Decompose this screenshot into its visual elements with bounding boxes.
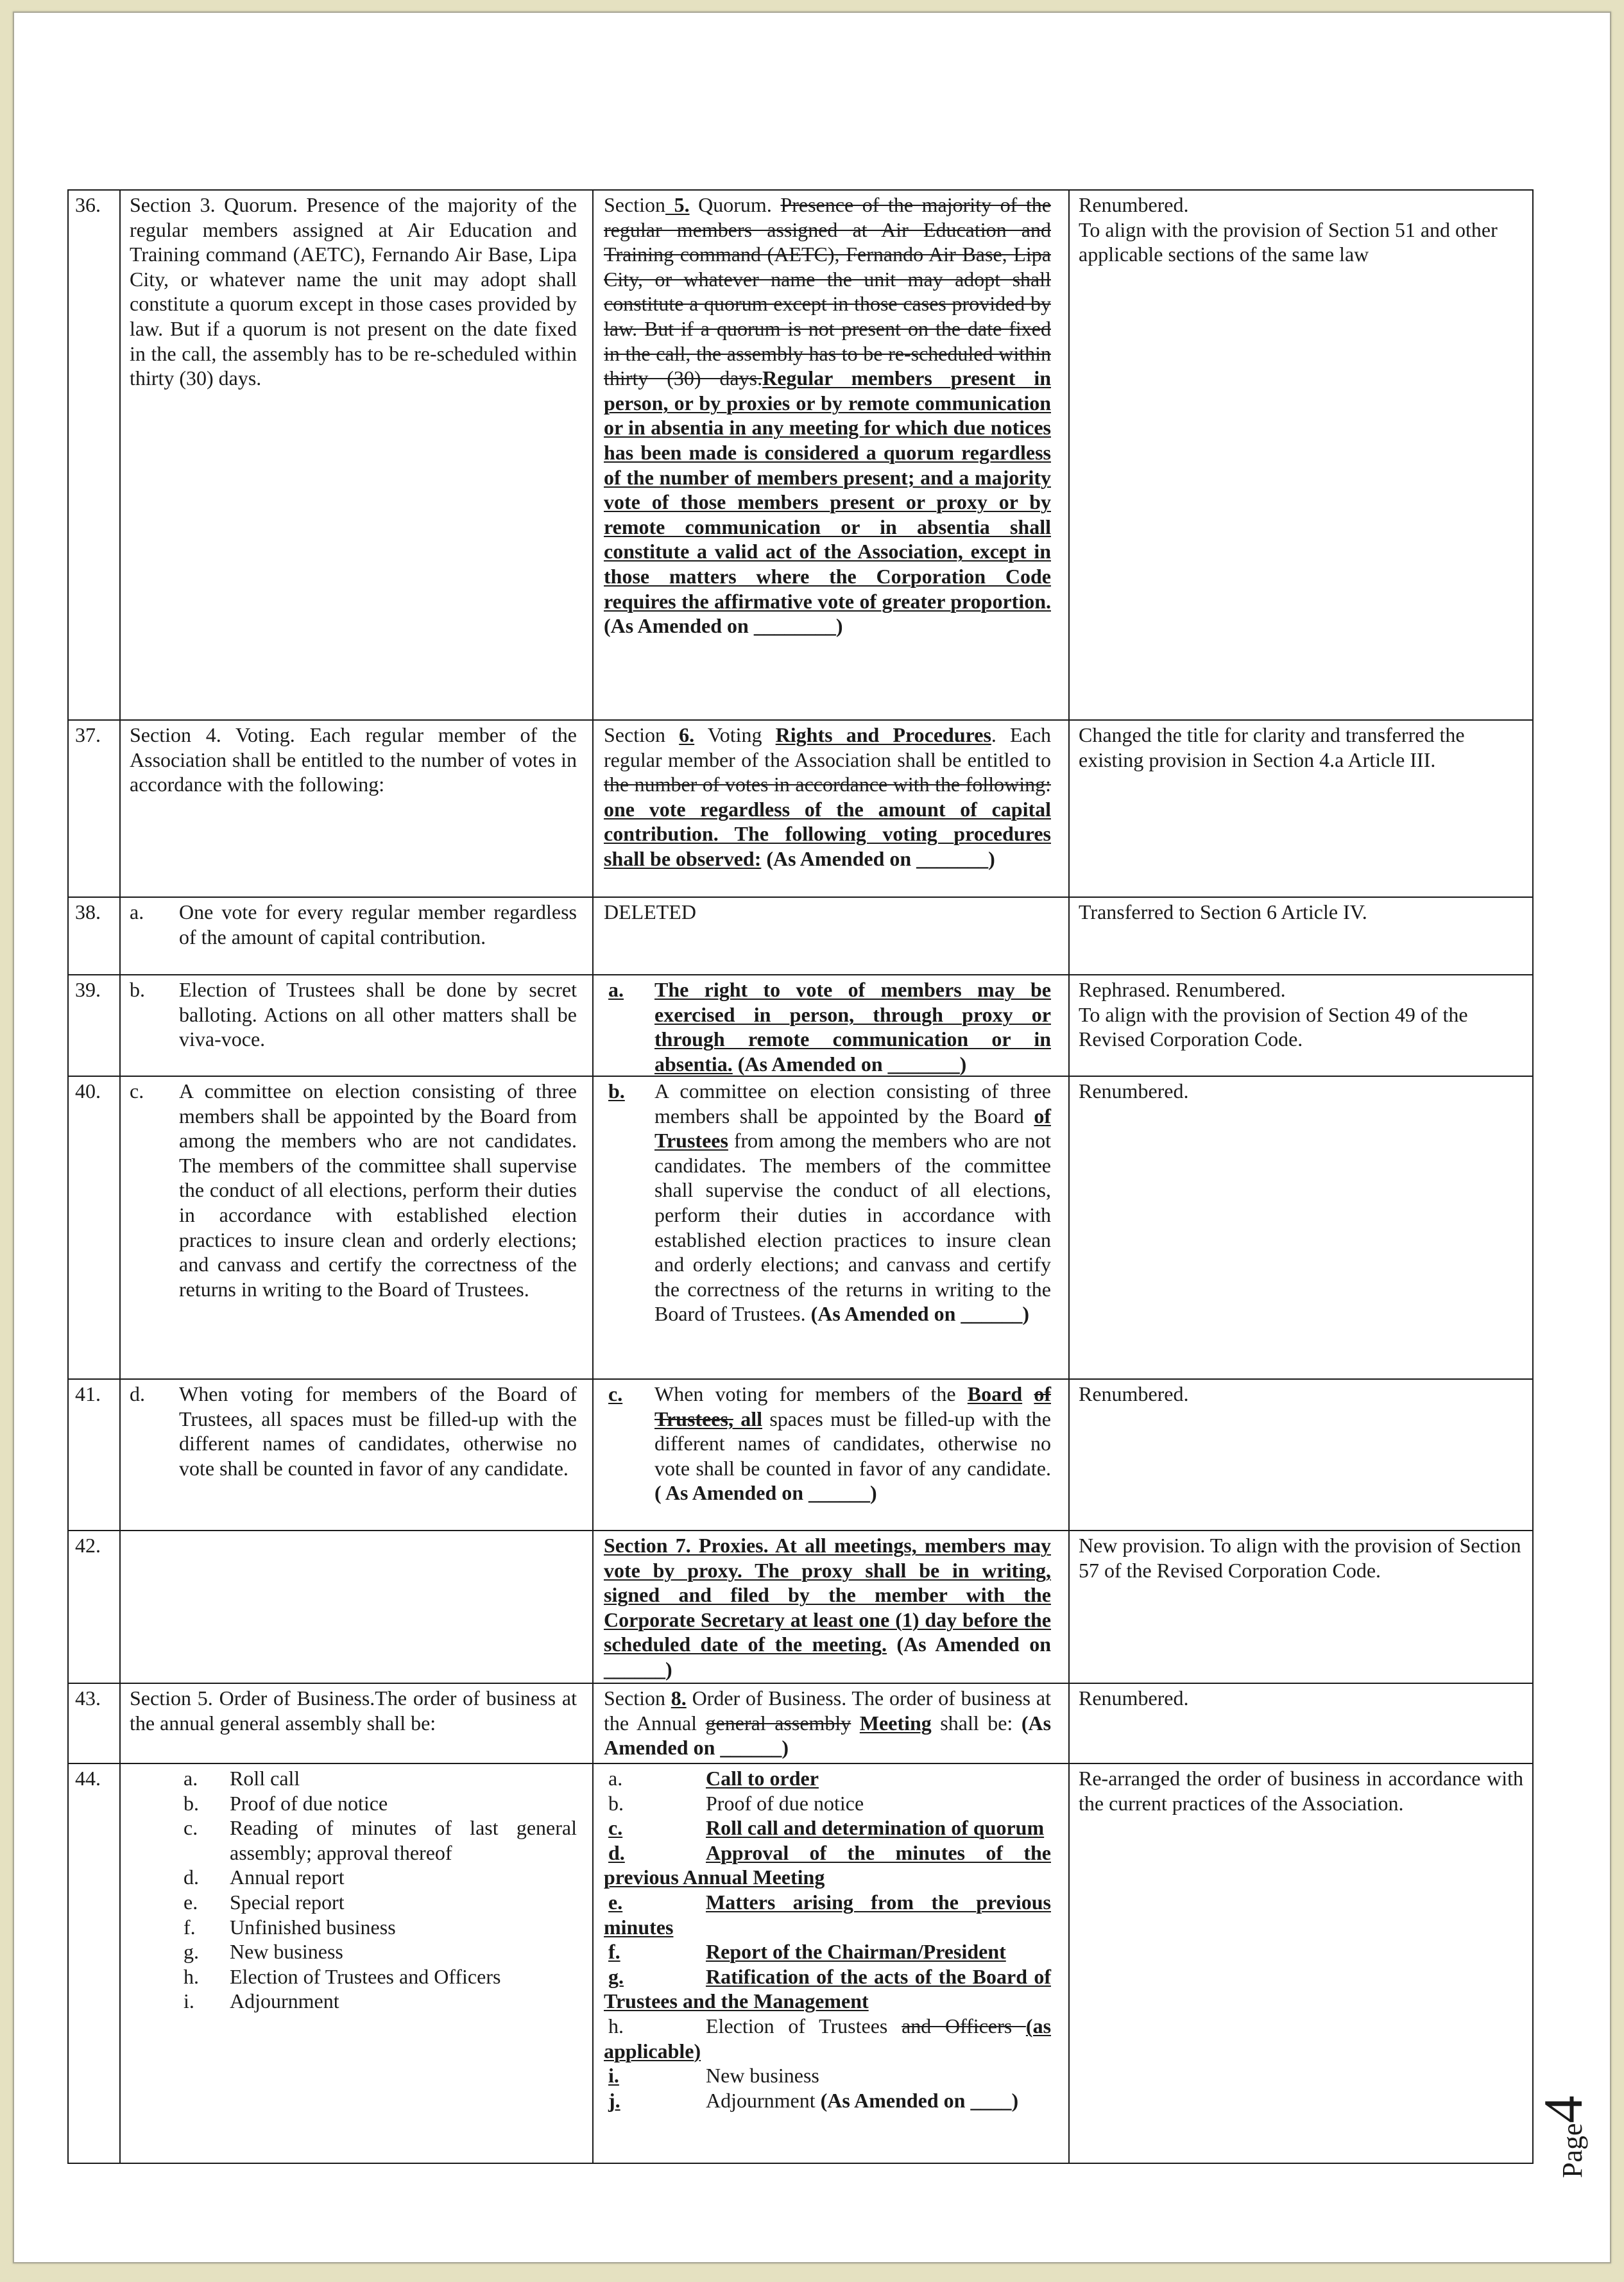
text-run: A committee on election consisting of three members shall be appointed by the Board from among the members who are not candidates. The members of the committee shall supervise the conduct of all elections, perform their duties in accordance with established election practices to insure clean and orderly elections; and canvass and certify the correctness of the returns in writing to the Board of Trustees. (179, 1079, 577, 1301)
text-body (179, 978, 577, 1051)
paragraph (1079, 218, 1523, 267)
bold-text: ) (782, 1736, 789, 1760)
inserted-text: Regular members present in person, or by proxies or by remote communication or in absentia in any meeting for which due notices has been made is considered a quorum regardless of the number of members present; and a majority vote of those members present or proxy or by remote communication or in absentia shall constitute a valid act of the Association, except in those matters where the Corporation Code requires the affirmative vote of greater proportion. (604, 366, 1052, 613)
bold-text: (As Amended on (761, 846, 917, 870)
list-item-label: b. (184, 1791, 199, 1815)
list-item-label: b. (130, 978, 145, 1001)
original-provision-cell (121, 975, 594, 1077)
list-item-label: c. (608, 1382, 623, 1405)
text-run: Quorum. (689, 193, 781, 216)
amended-provision-cell (594, 898, 1070, 975)
text-run: Annual report (230, 1866, 345, 1889)
row-number-cell (69, 1684, 121, 1764)
text-body (604, 900, 696, 923)
list-item (130, 1964, 577, 1989)
text-run: New business (706, 2064, 819, 2088)
bold-text: (As Amended on (820, 2088, 971, 2112)
text-run: Voting (694, 723, 776, 746)
remarks-cell (1070, 898, 1534, 975)
paragraph (1079, 977, 1523, 1002)
list-item (130, 1382, 577, 1480)
amended-provision-cell (594, 1684, 1070, 1764)
row-number: 42. (75, 1534, 101, 1557)
inserted-text: Ratification of the acts of the Board of Trustees and the Management (604, 1964, 1051, 2013)
text-body (706, 2064, 819, 2087)
text-body (1079, 193, 1189, 216)
list-item-label: d. (130, 1382, 145, 1405)
paragraph (1079, 723, 1523, 772)
text-run: To align with the provision of Section 49 of the Revised Corporation Code. (1079, 1002, 1468, 1051)
text-run: New provision. To align with the provision of Section 57 of the Revised Corporation Code. (1079, 1534, 1521, 1582)
paragraph (1079, 900, 1523, 925)
list-item-label: a. (184, 1767, 198, 1790)
list-item (130, 1865, 577, 1890)
amended-provision-cell (594, 1380, 1070, 1531)
list-item-label: a. (130, 900, 144, 923)
text-run: New business (230, 1940, 343, 1964)
text-body (1079, 1079, 1189, 1102)
list-item-label: f. (184, 1915, 196, 1939)
text-run: Section (604, 193, 665, 216)
text-run: Reading of minutes of last general assembly; approval thereof (230, 1816, 577, 1864)
list-item (604, 2014, 1051, 2063)
page-number-label: Page (1557, 2123, 1588, 2178)
inserted-text: 6. (679, 723, 695, 746)
text-body (230, 1891, 345, 1914)
inserted-text: 5. (665, 193, 690, 216)
remarks-cell (1070, 1531, 1534, 1684)
text-body (230, 1916, 396, 1939)
row-number-cell (69, 1077, 121, 1380)
remarks-cell (1070, 191, 1534, 721)
amended-provision-cell (594, 1531, 1070, 1684)
text-body (230, 1866, 345, 1889)
paragraph (604, 900, 1051, 925)
text-run: Section 3. Quorum. Presence of the majority of the regular members assigned at Air Education and Training command (AETC), Fernando Air Base, Lipa City, or whatever name the unit may adopt shall constitute a quorum except in those cases provided by law. But if a quorum is not present on the date fixed in the call, the assembly has to be re-scheduled within thirty (30) days. (130, 193, 577, 390)
list-item (604, 2063, 1051, 2088)
list-item-label: h. (184, 1964, 199, 1988)
amendment-date-blank: ________ (753, 614, 836, 638)
text-run: Election of Trustees shall be done by secret balloting. Actions on all other matters shall be viva-voce. (179, 978, 577, 1051)
text-body (654, 978, 1051, 1076)
text-body (706, 2089, 1018, 2112)
original-provision-cell (121, 1684, 594, 1764)
row-number-cell (69, 1380, 121, 1531)
text-body (654, 1079, 1051, 1325)
text-run (851, 1712, 860, 1735)
amended-provision-cell (594, 191, 1070, 721)
inserted-text: 8. (671, 1686, 687, 1710)
text-body (604, 193, 1051, 637)
paragraph (1079, 1079, 1523, 1104)
text-body (179, 900, 577, 948)
inserted-deleted-text: Trustees, (654, 1407, 733, 1430)
row-number-cell (69, 975, 121, 1077)
list-item (604, 1939, 1051, 1964)
text-body (1079, 1686, 1189, 1710)
text-body (130, 1686, 577, 1735)
text-body (604, 723, 1051, 870)
list-item-label: a. (608, 978, 624, 1001)
text-run: A committee on election consisting of three members shall be appointed by the Board (654, 1079, 1051, 1128)
original-provision-cell (121, 1764, 594, 2164)
list-item (130, 1766, 577, 1791)
list-item-label: g. (608, 1964, 624, 1988)
original-provision-cell (121, 898, 594, 975)
remarks-cell (1070, 1077, 1534, 1380)
text-run: Section 4. Voting. Each regular member of the Association shall be entitled to the number of votes in accordance with the following: (130, 723, 577, 796)
amendment-date-blank: ____ (970, 2088, 1012, 2112)
list-item (604, 1964, 1051, 2014)
list-item (130, 900, 577, 949)
list-item-label: e. (184, 1890, 198, 1914)
text-run: Section 5. Order of Business.The order of business at the annual general assembly shall be: (130, 1686, 577, 1735)
text-body (1079, 1382, 1189, 1405)
list-item (604, 1791, 1051, 1816)
text-body (706, 1816, 1044, 1839)
bold-text: ) (959, 1052, 967, 1076)
bold-text: ) (870, 1481, 877, 1505)
text-run: When voting for members of the Board of Trustees, all spaces must be filled-up with the different names of candidates, otherwise no vote shall be counted in favor of any candidate. (179, 1382, 577, 1480)
text-body (654, 1382, 1051, 1504)
text-run: Election of Trustees (706, 2014, 902, 2038)
inserted-text: one vote regardless of the amount of capital contribution. The following voting procedures shall be observed: (604, 797, 1051, 870)
text-body (706, 1792, 864, 1815)
list-item (604, 1815, 1051, 1840)
inserted-text: Roll call and determination of quorum (706, 1816, 1045, 1840)
remarks-cell (1070, 1684, 1534, 1764)
text-body (604, 1534, 1051, 1681)
row-number: 38. (75, 900, 101, 923)
text-run: Order of Business. The order of business at the Annual (604, 1686, 1052, 1735)
amendment-date-blank: _______ (887, 1052, 960, 1076)
paragraph (604, 1533, 1051, 1682)
list-item-label: b. (608, 1791, 624, 1815)
paragraph (130, 193, 577, 391)
original-provision-cell (121, 1077, 594, 1380)
paragraph (604, 723, 1051, 871)
remarks-cell (1070, 975, 1534, 1077)
text-run: Renumbered. (1079, 1686, 1189, 1710)
list-item-label: c. (184, 1816, 198, 1840)
list-item (130, 1890, 577, 1915)
text-run: Adjournment (706, 2088, 821, 2112)
list-item (604, 1890, 1051, 1939)
text-run: spaces must be filled-up with the different names of candidates, otherwise no vote shall be counted in favor of any candidate. (654, 1407, 1052, 1480)
amended-provision-cell (594, 975, 1070, 1077)
deleted-text: and Officers (902, 2014, 1026, 2038)
list-item-label: d. (608, 1840, 625, 1864)
text-run: from among the members who are not candidates. The members of the committee shall supervise the conduct of all elections, perform their duties in accordance with established election practices to insure clean and orderly elections; and canvass and certify the correctness of the returns in writing to the Board of Trustees. (654, 1129, 1051, 1326)
remarks-cell (1070, 721, 1534, 898)
list-item-label: i. (184, 1989, 194, 2013)
text-body (179, 1382, 577, 1480)
inserted-text: Approval of the minutes of the previous Annual Meeting (604, 1840, 1051, 1889)
text-run: To align with the provision of Section 51 and other applicable sections of the same law (1079, 218, 1498, 266)
bold-text: ) (988, 846, 995, 870)
list-item-label: j. (608, 2088, 620, 2112)
bold-text: (As Amended on (805, 1302, 961, 1326)
inserted-text: Matters arising from the previous minutes (604, 1890, 1051, 1939)
bold-text: ( As Amended on (654, 1481, 809, 1505)
text-body (230, 1816, 577, 1864)
paragraph (130, 723, 577, 797)
bold-text: ) (835, 614, 843, 638)
page-number-value: 4 (1532, 2095, 1594, 2123)
inserted-text: Rights and Procedures (775, 723, 991, 746)
text-run: One vote for every regular member regardless of the amount of capital contribution. (179, 900, 577, 948)
row-number: 40. (75, 1079, 101, 1102)
list-item (604, 1079, 1051, 1326)
bold-text: (As Amended on (604, 1711, 1052, 1760)
paragraph (1079, 193, 1523, 218)
list-item (130, 977, 577, 1052)
text-run: Election of Trustees and Officers (230, 1964, 501, 1988)
text-run: Unfinished business (230, 1915, 396, 1939)
list-item (130, 1815, 577, 1865)
list-item (604, 1766, 1051, 1791)
text-body (1079, 1003, 1468, 1051)
text-body (230, 1792, 388, 1815)
text-run: Special report (230, 1890, 345, 1914)
remarks-cell (1070, 1380, 1534, 1531)
list-item-label: e. (608, 1890, 623, 1914)
original-provision-cell (121, 1531, 594, 1684)
list-item (130, 1939, 577, 1964)
row-number: 43. (75, 1686, 101, 1710)
list-item-label: c. (130, 1079, 144, 1102)
original-provision-cell (121, 721, 594, 898)
paragraph (1079, 1382, 1523, 1407)
amendment-date-blank: ______ (961, 1302, 1023, 1326)
deleted-text: Presence of the majority of the regular members assigned at Air Education and Training command (AETC), Fernando Air Base, Lipa City, or whatever name the unit may adopt shall constitute a quorum except in those cases provided by law. But if a quorum is not present on the date fixed in the call, the assembly has to be re-scheduled within thirty (30) days. (604, 193, 1052, 390)
list-item-label: f. (608, 1940, 620, 1964)
list-item (130, 1079, 577, 1301)
text-run: Roll call (230, 1767, 300, 1790)
list-item-label: b. (608, 1079, 625, 1102)
list-item-label: h. (608, 2014, 624, 2038)
inserted-text: Section 7. Proxies. At all meetings, members may vote by proxy. The proxy shall be in writing, signed and filed by the member with the Corporate Secretary at least one (1) day before the scheduled date of the meeting. (604, 1534, 1051, 1656)
amendment-date-blank: ______ (604, 1657, 665, 1681)
inserted-text: Board (967, 1382, 1023, 1405)
inserted-text: Meeting (859, 1711, 932, 1735)
inserted-text: of Trustees (654, 1104, 1051, 1153)
amendment-date-blank: _______ (916, 846, 989, 870)
list-item-label: a. (608, 1767, 623, 1790)
list-item (604, 2088, 1051, 2113)
list-item-label: g. (184, 1940, 199, 1964)
text-run: Section (604, 723, 680, 746)
text-body (1079, 900, 1367, 923)
text-run: Adjournment (230, 1989, 339, 2013)
text-body (1079, 978, 1286, 1001)
paragraph (604, 193, 1051, 639)
text-body (1079, 218, 1498, 266)
bold-text: (As Amended on (887, 1633, 1052, 1656)
row-number-cell (69, 191, 121, 721)
paragraph (604, 1686, 1051, 1760)
amendment-date-blank: ______ (808, 1481, 871, 1505)
list-item-label: c. (608, 1816, 623, 1840)
text-run: Re-arranged the order of business in accordance with the current practices of the Association. (1079, 1767, 1523, 1815)
remarks-cell (1070, 1764, 1534, 2164)
text-run: Renumbered. (1079, 1079, 1189, 1102)
deleted-text: general assembly (705, 1711, 851, 1735)
text-body (706, 1767, 819, 1790)
text-body (1079, 1534, 1521, 1582)
row-number-cell (69, 1531, 121, 1684)
row-number-cell (69, 721, 121, 898)
list-item (130, 1915, 577, 1940)
paragraph (130, 1686, 577, 1735)
deleted-text: the number of votes in accordance with the following: (604, 773, 1051, 796)
inserted-text: (as applicable) (604, 2014, 1052, 2063)
list-item (604, 977, 1051, 1076)
text-body (230, 1767, 300, 1790)
page-number (1532, 2095, 1594, 2178)
amendment-date-blank: ______ (720, 1736, 782, 1760)
text-body (130, 723, 577, 796)
text-body (230, 1940, 343, 1963)
text-run: Transferred to Section 6 Article IV. (1079, 900, 1367, 923)
bold-text: (As Amended on (604, 614, 754, 638)
text-body (230, 1965, 500, 1988)
text-run: When voting for members of the (654, 1382, 968, 1405)
text-run: Renumbered. (1079, 1382, 1189, 1405)
list-item (604, 1840, 1051, 1890)
text-run: Section (604, 1686, 671, 1710)
text-body (1079, 1767, 1523, 1815)
amended-provision-cell (594, 721, 1070, 898)
inserted-deleted-text: of (1034, 1382, 1052, 1405)
text-body (604, 1686, 1051, 1759)
text-run: Proof of due notice (706, 1791, 864, 1815)
paragraph (1079, 1686, 1523, 1711)
row-number-cell (69, 898, 121, 975)
text-body (130, 193, 577, 390)
bold-text: ) (1011, 2088, 1019, 2112)
text-run: DELETED (604, 900, 696, 923)
text-run: Changed the title for clarity and transferred the existing provision in Section 4.a Article III. (1079, 723, 1465, 771)
list-item (130, 1791, 577, 1816)
text-run: Rephrased. Renumbered. (1079, 978, 1286, 1001)
inserted-text: Call to order (706, 1767, 819, 1790)
row-number: 37. (75, 723, 101, 746)
original-provision-cell (121, 1380, 594, 1531)
amendment-comparison-table (67, 189, 1534, 2164)
row-number: 41. (75, 1382, 101, 1405)
text-run: . Each regular member of the Association shall be entitled to (604, 723, 1052, 771)
row-number-cell (69, 1764, 121, 2164)
bold-text: (As Amended on (732, 1052, 888, 1076)
text-run (1022, 1382, 1034, 1405)
list-item (604, 1382, 1051, 1506)
amended-provision-cell (594, 1077, 1070, 1380)
paragraph (1079, 1766, 1523, 1815)
amended-provision-cell (594, 1764, 1070, 2164)
row-number: 44. (75, 1767, 101, 1790)
bold-text: ) (665, 1657, 672, 1681)
inserted-text: Report of the Chairman/President (706, 1940, 1006, 1964)
paragraph (1079, 1002, 1523, 1052)
text-body (706, 1940, 1006, 1963)
inserted-text: The right to vote of members may be exercised in person, through proxy or through remote communication or in absentia. (654, 978, 1051, 1076)
row-number: 36. (75, 193, 101, 216)
list-item-label: i. (608, 2064, 619, 2088)
list-item-label: d. (184, 1866, 199, 1889)
text-body (230, 1989, 339, 2012)
original-provision-cell (121, 191, 594, 721)
inserted-text: all (733, 1407, 763, 1430)
paragraph (1079, 1533, 1523, 1583)
text-run: shall be: (931, 1711, 1021, 1735)
bold-text: ) (1022, 1302, 1030, 1326)
list-item (130, 1989, 577, 2014)
text-run: Renumbered. (1079, 193, 1189, 216)
text-body (1079, 723, 1465, 771)
row-number: 39. (75, 978, 101, 1001)
text-run: Proof of due notice (230, 1791, 388, 1815)
text-body (179, 1079, 577, 1301)
